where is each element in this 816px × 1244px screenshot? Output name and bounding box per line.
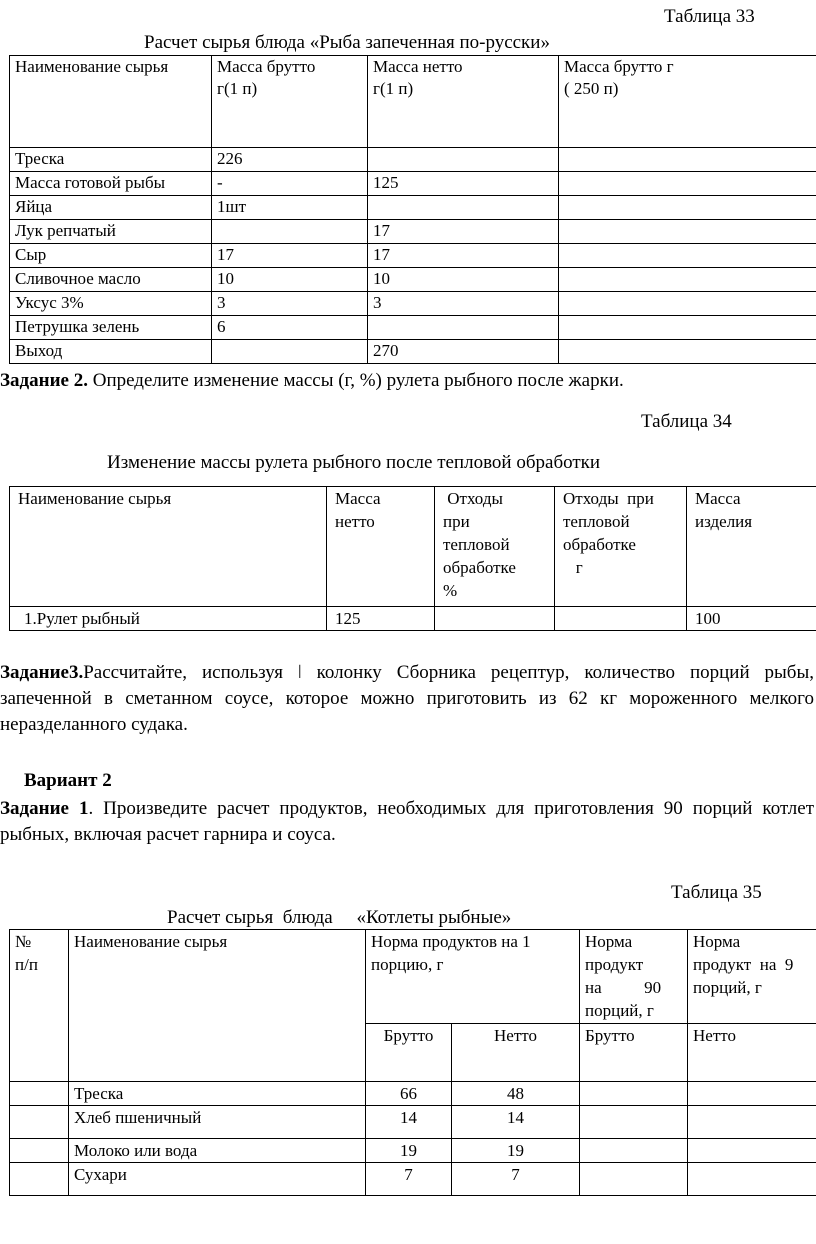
table-cell xyxy=(10,1082,69,1106)
task-2-label: Задание 2. xyxy=(0,370,88,391)
table-cell: 10 xyxy=(212,268,368,292)
table-cell xyxy=(688,1139,816,1163)
table-cell xyxy=(212,220,368,244)
table-cell: 17 xyxy=(368,244,559,268)
table-row xyxy=(10,316,816,340)
table-cell xyxy=(10,1106,69,1139)
table-33-header-cell: Масса нетто г(1 п) xyxy=(368,56,559,148)
table-cell: 19 xyxy=(366,1139,452,1163)
table-34-header-cell: Масса изделия xyxy=(687,487,816,607)
task-1-text: . Произведите расчет продуктов, необходимых для приготовления 90 порций котлет рыбных, включая расчет гарнира и соуса. xyxy=(0,798,814,845)
table-cell xyxy=(435,607,555,631)
task-3-label: Задание3. xyxy=(0,662,84,683)
table-cell: 3 xyxy=(212,292,368,316)
table-cell: Выход xyxy=(10,340,212,364)
variant-2-heading: Вариант 2 xyxy=(24,770,112,791)
table-cell: Хлеб пшеничный xyxy=(69,1106,366,1139)
table-cell: 3 xyxy=(368,292,559,316)
task-3-paragraph xyxy=(0,660,814,738)
table-row xyxy=(10,172,816,196)
table-row xyxy=(10,196,816,220)
table-cell xyxy=(559,316,816,340)
table-cell xyxy=(555,607,687,631)
table-cell: Лук репчатый xyxy=(10,220,212,244)
table-cell: Петрушка зелень xyxy=(10,316,212,340)
table-cell: Треска xyxy=(10,148,212,172)
table-row xyxy=(10,1106,816,1139)
table-34-header-cell: Отходы при тепловой обработке % xyxy=(435,487,555,607)
table-cell: 1шт xyxy=(212,196,368,220)
table-35-header-cell: № п/п xyxy=(10,930,69,1082)
task-3-text: Рассчитайте, используя ǀ колонку Сборника рецептур, количество порций рыбы, запеченной в сметанном соусе, которое можно приготовить из 62 кг мороженного мелкого неразделанного судака. xyxy=(0,662,814,735)
table-cell: 6 xyxy=(212,316,368,340)
table-cell: - xyxy=(212,172,368,196)
table-cell: 19 xyxy=(452,1139,580,1163)
table-cell xyxy=(688,1163,816,1196)
table-cell xyxy=(580,1106,688,1139)
table-cell xyxy=(559,172,816,196)
table-cell xyxy=(10,1139,69,1163)
table-33-header-row xyxy=(10,56,816,148)
table-cell: 270 xyxy=(368,340,559,364)
table-cell: 7 xyxy=(452,1163,580,1196)
table-cell xyxy=(559,148,816,172)
table-cell: Молоко или вода xyxy=(69,1139,366,1163)
table-35-number: Таблица 35 xyxy=(671,882,762,903)
table-35-header-cell: Наименование сырья xyxy=(69,930,366,1082)
table-35-subheader-cell: Нетто xyxy=(688,1024,816,1082)
table-cell xyxy=(559,196,816,220)
table-cell: 48 xyxy=(452,1082,580,1106)
table-cell: 100 xyxy=(687,607,816,631)
table-cell: Уксус 3% xyxy=(10,292,212,316)
table-cell: 66 xyxy=(366,1082,452,1106)
table-cell: Сливочное масло xyxy=(10,268,212,292)
table-cell: 14 xyxy=(366,1106,452,1139)
table-cell xyxy=(368,148,559,172)
table-cell xyxy=(559,268,816,292)
table-34-header-cell: Масса нетто xyxy=(327,487,435,607)
table-33-header-cell: Масса брутто г ( 250 п) xyxy=(559,56,816,148)
table-33-header-cell: Наименование сырья xyxy=(10,56,212,148)
table-cell: 7 xyxy=(366,1163,452,1196)
table-cell: Сухари xyxy=(69,1163,366,1196)
table-cell xyxy=(368,316,559,340)
table-row xyxy=(10,244,816,268)
table-cell xyxy=(559,292,816,316)
table-cell: Масса готовой рыбы xyxy=(10,172,212,196)
table-cell xyxy=(559,244,816,268)
table-33-title: Расчет сырья блюда «Рыба запеченная по-русски» xyxy=(144,32,550,53)
task-2-text: Определите изменение массы (г, %) рулета рыбного после жарки. xyxy=(87,370,624,391)
table-34-title: Изменение массы рулета рыбного после тепловой обработки xyxy=(107,452,601,473)
table-35-subheader-cell: Нетто xyxy=(452,1024,580,1082)
table-34 xyxy=(9,486,816,631)
table-cell xyxy=(580,1163,688,1196)
table-row xyxy=(10,292,816,316)
table-34-number: Таблица 34 xyxy=(641,411,732,432)
task-2-paragraph xyxy=(0,368,814,394)
table-cell: 125 xyxy=(327,607,435,631)
table-cell: Треска xyxy=(69,1082,366,1106)
table-34-header-cell: Наименование сырья xyxy=(10,487,327,607)
table-35-header-cell: Норма продукт на 9 порций, г xyxy=(688,930,816,1024)
table-35-header-cell: Норма продукт на 90 порций, г xyxy=(580,930,688,1024)
table-cell: 10 xyxy=(368,268,559,292)
table-cell xyxy=(212,340,368,364)
table-cell xyxy=(688,1082,816,1106)
table-35 xyxy=(9,929,816,1196)
table-cell: 17 xyxy=(368,220,559,244)
table-cell: Яйца xyxy=(10,196,212,220)
table-cell xyxy=(580,1082,688,1106)
table-cell: 226 xyxy=(212,148,368,172)
table-cell: 125 xyxy=(368,172,559,196)
task-1-paragraph xyxy=(0,796,814,848)
table-35-header-cell: Норма продуктов на 1 порцию, г xyxy=(366,930,580,1024)
table-cell: Сыр xyxy=(10,244,212,268)
table-cell xyxy=(688,1106,816,1139)
table-row xyxy=(10,1139,816,1163)
table-35-header-row xyxy=(10,930,816,1024)
table-35-subheader-cell: Брутто xyxy=(366,1024,452,1082)
table-cell xyxy=(10,1163,69,1196)
table-cell xyxy=(580,1139,688,1163)
table-33-number: Таблица 33 xyxy=(664,6,755,27)
table-row xyxy=(10,607,816,631)
table-cell xyxy=(559,220,816,244)
table-cell xyxy=(559,340,816,364)
table-33-header-cell: Масса брутто г(1 п) xyxy=(212,56,368,148)
table-cell: 14 xyxy=(452,1106,580,1139)
table-row xyxy=(10,268,816,292)
table-cell xyxy=(368,196,559,220)
table-row xyxy=(10,220,816,244)
table-row xyxy=(10,148,816,172)
table-33 xyxy=(9,55,816,364)
table-34-header-cell: Отходы при тепловой обработке г xyxy=(555,487,687,607)
table-row xyxy=(10,1082,816,1106)
table-row xyxy=(10,1163,816,1196)
table-34-header-row xyxy=(10,487,816,607)
table-35-subheader-cell: Брутто xyxy=(580,1024,688,1082)
table-cell: 1.Рулет рыбный xyxy=(10,607,327,631)
table-35-title: Расчет сырья блюда «Котлеты рыбные» xyxy=(167,907,512,928)
table-row xyxy=(10,340,816,364)
table-cell: 17 xyxy=(212,244,368,268)
task-1-label: Задание 1 xyxy=(0,798,89,819)
